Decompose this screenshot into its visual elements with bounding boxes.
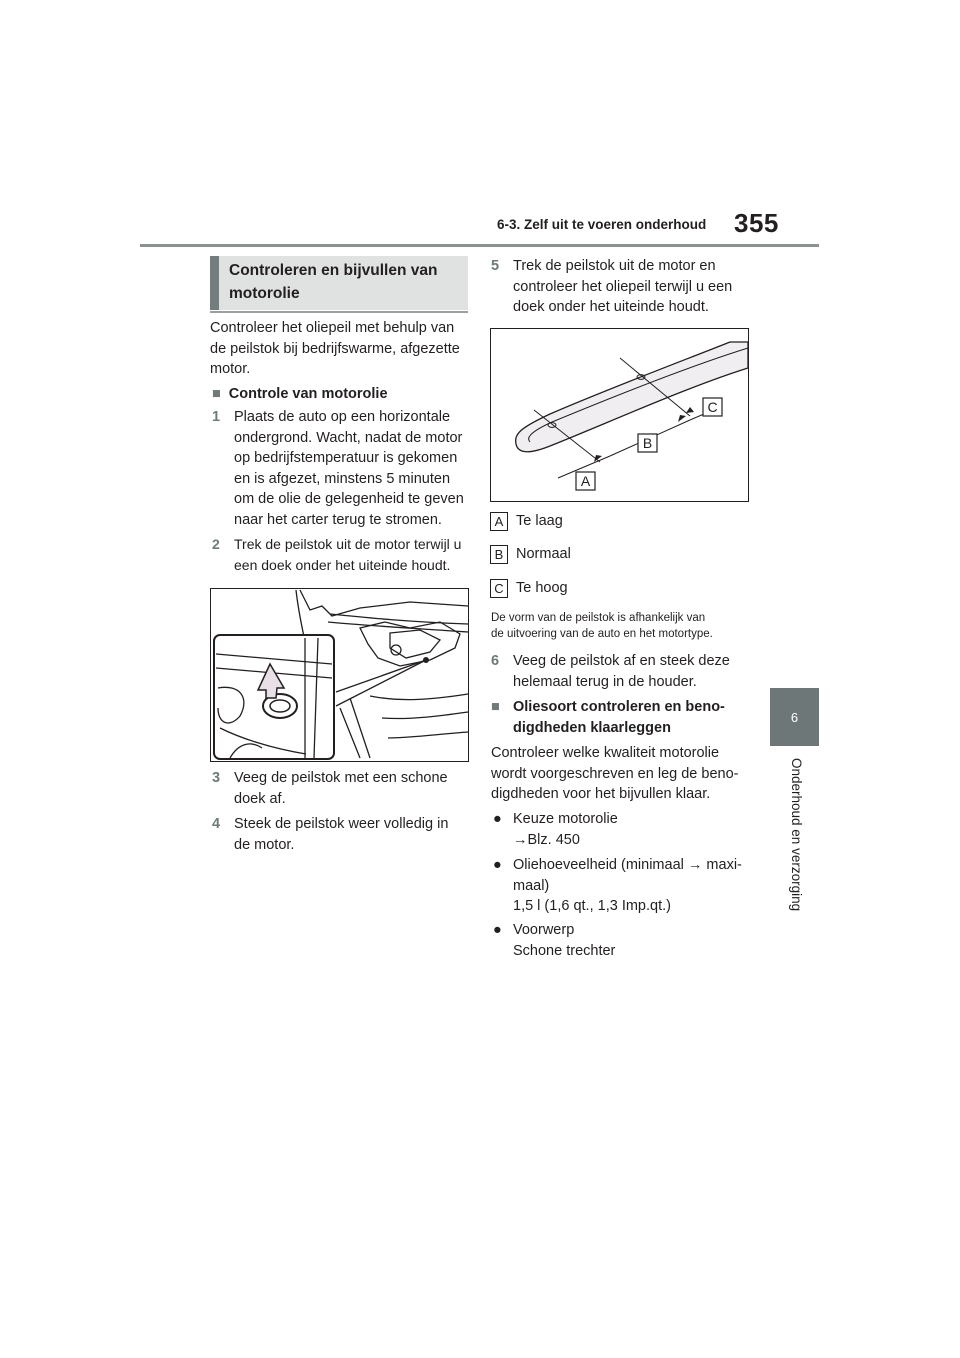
step-number: 1 — [212, 409, 221, 425]
bullet-line: maal) — [513, 877, 550, 894]
step-line: Veeg de peilstok af en steek deze — [513, 653, 730, 669]
subheading-oil-check — [212, 384, 472, 405]
step-line: helemaal terug in de houder. — [513, 673, 697, 690]
square-bullet-icon: ■ — [212, 386, 221, 402]
legend-text: Te hoog — [516, 580, 568, 596]
subheading-text: Controle van motorolie — [228, 386, 388, 402]
bullet-dot-icon: ● — [493, 922, 502, 938]
note-line: de uitvoering van de auto en het motortype. — [491, 628, 713, 640]
diagram-label-c: C — [707, 399, 718, 415]
engine-dipstick-illustration — [210, 588, 469, 762]
oil-type-paragraph — [491, 743, 761, 805]
para-line: digdheden voor het bijvullen klaar. — [491, 786, 711, 802]
intro-line: Controleer het oliepeil met behulp van — [210, 320, 455, 336]
chapter-title-text: Onderhoud en verzorging — [789, 758, 804, 912]
bullet-oil-quantity — [491, 855, 761, 917]
step-line: om de olie de gelegenheid te geven — [234, 491, 464, 507]
step-line: Veeg de peilstok met een schone — [234, 770, 448, 786]
legend-text: Normaal — [516, 546, 571, 562]
dipstick-diagram — [490, 328, 749, 502]
chapter-title — [786, 758, 804, 918]
page-number: 355 — [734, 208, 779, 238]
note-line: De vorm van de peilstok is afhankelijk van — [491, 612, 706, 624]
step-line: Trek de peilstok uit de motor en — [513, 258, 716, 274]
intro-paragraph — [210, 318, 470, 380]
step-line: Steek de peilstok weer volledig in — [234, 816, 449, 832]
bullet-dot-icon: ● — [493, 811, 502, 827]
step-number: 6 — [491, 653, 500, 669]
step-line: de motor. — [234, 836, 295, 853]
para-line: wordt voorgeschreven en leg de beno- — [491, 765, 739, 782]
intro-line: motor. — [210, 361, 251, 377]
header-rule — [140, 244, 819, 247]
square-bullet-icon: ■ — [491, 699, 500, 715]
step-5 — [491, 256, 761, 320]
legend-key: A — [490, 512, 508, 531]
legend-text: Te laag — [516, 513, 563, 529]
step-number: 3 — [212, 770, 221, 786]
section-label: 6-3. Zelf uit te voeren onderhoud — [497, 217, 707, 232]
step-line: een doek onder het uiteinde houdt. — [234, 556, 451, 573]
diagram-label-b: B — [642, 435, 653, 451]
legend-key: C — [490, 579, 508, 598]
bullet-oil-choice — [491, 809, 761, 851]
step-4 — [212, 814, 474, 856]
section-heading: Controleren en bijvullen van motorolie — [210, 256, 468, 310]
bullet-dot-icon: ● — [493, 857, 502, 873]
bullet-line: →Blz. 450 — [513, 831, 580, 848]
step-number: 2 — [212, 536, 220, 552]
bullet-line: 1,5 l (1,6 qt., 1,3 Imp.qt.) — [513, 898, 671, 914]
subheading-line: digdheden klaarleggen — [513, 719, 671, 736]
step-2 — [212, 534, 474, 576]
subheading-oil-type — [491, 697, 761, 739]
step-6 — [491, 651, 761, 693]
step-number: 5 — [491, 258, 500, 274]
step-line: naar het carter terug te stromen. — [234, 511, 442, 528]
shape-note — [491, 610, 761, 642]
step-line: doek onder het uiteinde houdt. — [513, 299, 709, 315]
subheading-line: Oliesoort controleren en beno- — [513, 699, 725, 715]
diagram-label-a: A — [580, 473, 591, 489]
bullet-line: Oliehoeveelheid (minimaal → maxi- — [513, 857, 742, 873]
step-line: op bedrijfstemperatuur is gekomen — [234, 450, 458, 466]
step-3 — [212, 768, 474, 810]
bullet-line: Schone trechter — [513, 942, 616, 959]
para-line: Controleer welke kwaliteit motorolie — [491, 745, 720, 761]
step-line: ondergrond. Wacht, nadat de motor — [234, 429, 463, 446]
chapter-tab: 6 — [770, 688, 819, 746]
intro-line: de peilstok bij bedrijfswarme, afgezette — [210, 340, 460, 357]
bullet-line: Voorwerp — [513, 922, 575, 938]
bullet-line: Keuze motorolie — [513, 811, 618, 827]
step-1 — [212, 407, 474, 532]
step-line: Trek de peilstok uit de motor terwijl u — [234, 536, 462, 552]
step-line: controleer het oliepeil terwijl u een — [513, 278, 733, 295]
bullet-item — [491, 920, 761, 962]
step-line: doek af. — [234, 790, 286, 807]
legend-key: B — [490, 545, 508, 564]
step-number: 4 — [212, 816, 221, 832]
step-line: Plaats de auto op een horizontale — [234, 409, 451, 425]
step-line: en is afgezet, minstens 5 minuten — [234, 470, 451, 487]
